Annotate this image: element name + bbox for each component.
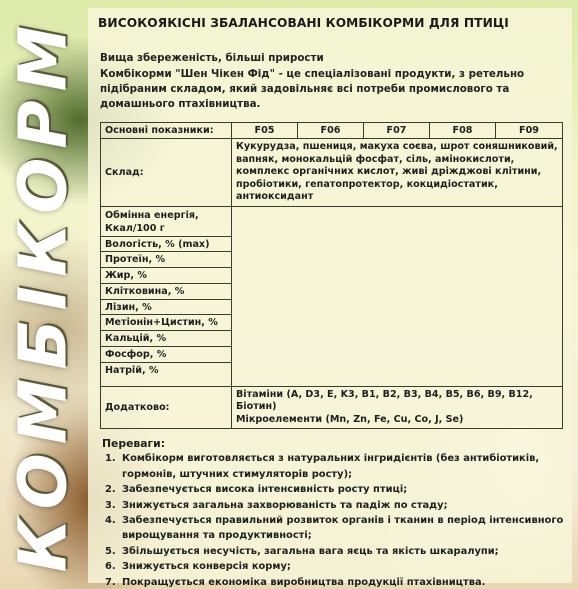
advantages-section bbox=[102, 436, 568, 589]
specification-table bbox=[100, 122, 563, 429]
product-column-header: F08 bbox=[430, 123, 496, 139]
list-item bbox=[102, 498, 568, 513]
item-text: Знижується конверсія корму; bbox=[122, 561, 291, 573]
list-item bbox=[102, 451, 568, 482]
vertical-title bbox=[0, 0, 86, 589]
additional-row bbox=[101, 386, 563, 429]
product-column-header: F06 bbox=[298, 123, 364, 139]
item-number: 2. bbox=[105, 484, 116, 496]
indicator-values-area bbox=[232, 206, 563, 386]
composition-text: Кукурудза, пшениця, макуха соєва, шрот соняшниковий, вапняк, монокальцій фосфат, сіль, амінокислоти, комплекс органічних кислот, живі дріжджові клітини, пробіотики, гепатопротектор, кокцидіостатик, антиоксидант bbox=[232, 139, 563, 207]
table-header-row bbox=[101, 123, 563, 139]
item-number: 4. bbox=[105, 515, 116, 527]
additional-label: Додатково: bbox=[101, 386, 232, 429]
item-number: 6. bbox=[105, 561, 116, 573]
list-item bbox=[102, 544, 568, 559]
vertical-title-text: КОМБІКОРМ bbox=[4, 16, 82, 573]
vitamins-line: Вітаміни (A, D3, E, K3, B1, B2, B3, B4, B5, B6, B9, B12, Біотин) bbox=[236, 388, 533, 412]
indicator-label: Фосфор, % bbox=[101, 347, 231, 363]
item-number: 1. bbox=[105, 453, 116, 465]
subtitle: Вища збереженість, більші прирости bbox=[100, 52, 324, 64]
item-text: Збільшується несучість, загальна вага яєць та якість шкаралупи; bbox=[122, 545, 499, 557]
indicator-label: Протеїн, % bbox=[101, 252, 231, 268]
item-text: Забезпечується правильний розвиток органів і тканин в період інтенсивного вирощування та продуктивності; bbox=[122, 515, 564, 542]
microelements-line: Мікроелементи (Mn, Zn, Fe, Cu, Co, J, Se) bbox=[236, 413, 464, 425]
advantages-title: Переваги: bbox=[102, 437, 166, 450]
product-column-header: F07 bbox=[364, 123, 430, 139]
item-text: Покращується економіка виробництва продукції птахівництва. bbox=[122, 576, 486, 588]
item-number: 5. bbox=[105, 545, 116, 557]
item-text: Знижується загальна захворюваність та падіж по стаду; bbox=[122, 499, 448, 511]
indicators-row bbox=[101, 206, 563, 386]
indicator-labels bbox=[101, 206, 232, 386]
list-item bbox=[102, 482, 568, 497]
item-text: Забезпечується висока інтенсивність росту птиці; bbox=[122, 484, 408, 496]
indicator-label: Метіонін+Цистин, % bbox=[101, 315, 231, 331]
intro-paragraph: Комбікорми "Шен Чікен Фід" - це спеціалізовані продукти, з ретельно підібраним складом, який задовільняє всі потреби промислового та домашнього птахівництва. bbox=[100, 68, 525, 110]
indicator-label: Вологість, % (max) bbox=[101, 237, 231, 253]
list-item bbox=[102, 575, 568, 589]
indicator-label: Обмінна енергія, Ккал/100 г bbox=[101, 207, 231, 237]
indicator-label: Натрій, % bbox=[105, 364, 159, 376]
indicator-label: Лізин, % bbox=[101, 300, 231, 316]
product-column-header: F09 bbox=[496, 123, 563, 139]
advantages-list bbox=[102, 451, 568, 589]
header-label: Основні показники: bbox=[101, 123, 232, 139]
indicator-label: Клітковина, % bbox=[101, 284, 231, 300]
item-number: 3. bbox=[105, 499, 116, 511]
indicator-label: Кальцій, % bbox=[101, 331, 231, 347]
composition-label: Склад: bbox=[101, 139, 232, 207]
product-column-header: F05 bbox=[232, 123, 298, 139]
item-number: 7. bbox=[105, 576, 116, 588]
page-title: ВИСОКОЯКІСНІ ЗБАЛАНСОВАНІ КОМБІКОРМИ ДЛЯ ПТИЦІ bbox=[98, 16, 509, 30]
list-item bbox=[102, 513, 568, 544]
additional-content bbox=[232, 386, 563, 429]
indicator-label: Жир, % bbox=[101, 268, 231, 284]
item-text: Комбікорм виготовляється з натуральних інгридієнтів (без антибіотиків, гормонів, штучних стимуляторів росту); bbox=[122, 453, 540, 480]
list-item bbox=[102, 559, 568, 574]
composition-row bbox=[101, 139, 563, 207]
